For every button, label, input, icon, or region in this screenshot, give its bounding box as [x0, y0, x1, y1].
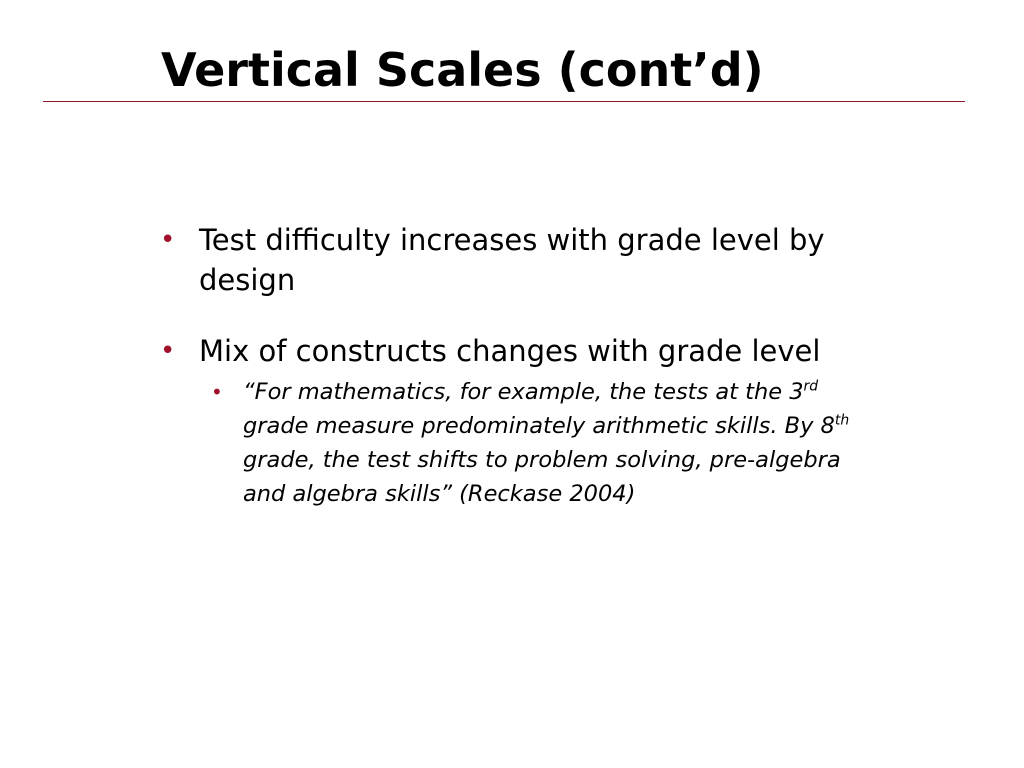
bullet-icon: •: [160, 225, 176, 255]
bullet-text: Test difficulty increases with grade level by design: [199, 223, 825, 297]
bullet-icon: •: [160, 336, 176, 366]
quote-text-part: grade, the test shifts to problem solving, pre-algebra and algebra skills” (Reckase 2004): [243, 447, 841, 507]
sub-bullet-quote: [211, 375, 873, 511]
bullet-item: [160, 331, 900, 371]
quote-text-part: “For mathematics, for example, the tests at the 3: [243, 379, 804, 405]
slide-title: Vertical Scales (cont’d): [161, 43, 764, 97]
title-divider: [43, 101, 965, 102]
quote-text-part: grade measure predominately arithmetic skills. By 8: [243, 413, 835, 439]
sub-bullet-icon: •: [211, 380, 223, 404]
bullet-item: [160, 220, 900, 300]
slide-body: [160, 220, 900, 511]
ordinal-suffix: rd: [803, 378, 819, 395]
ordinal-suffix: th: [834, 412, 850, 429]
bullet-text: Mix of constructs changes with grade level: [199, 334, 821, 368]
